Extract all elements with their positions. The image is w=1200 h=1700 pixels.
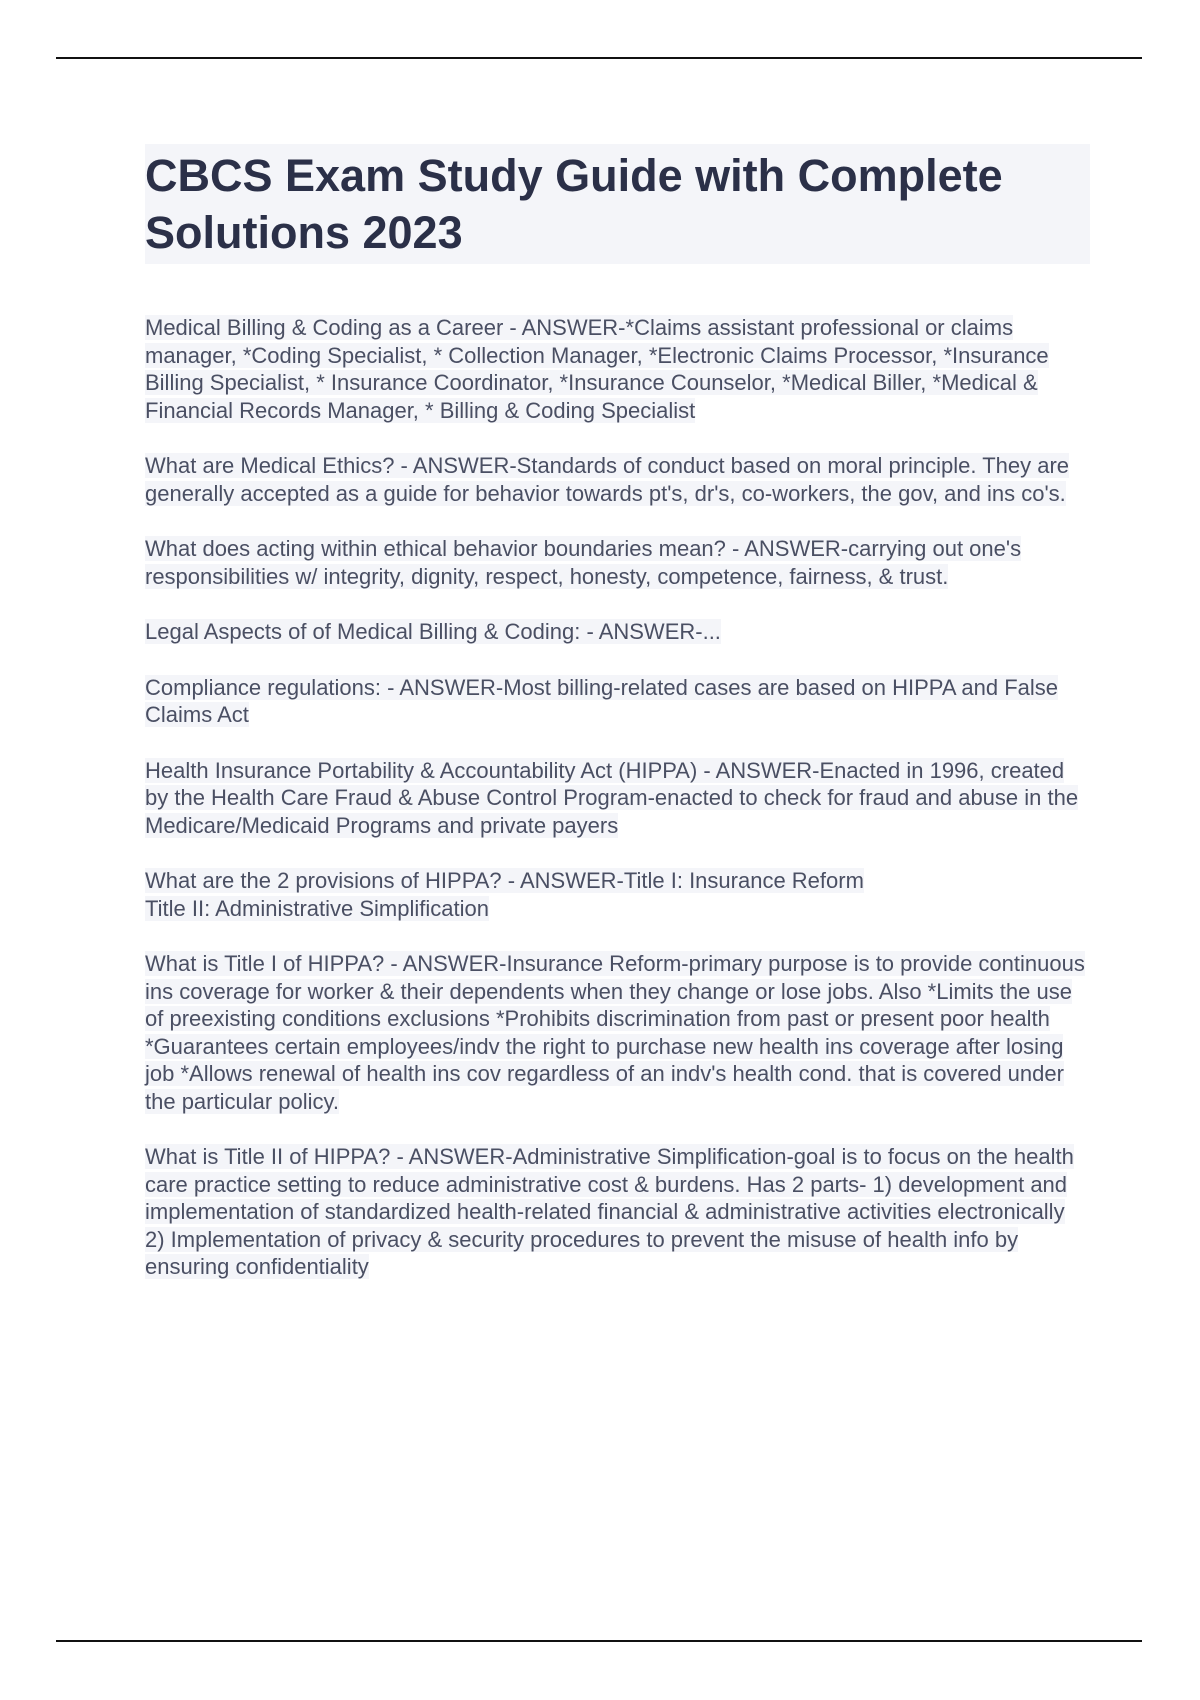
qa-entry: [145, 757, 1090, 840]
qa-entry-text: What is Title I of HIPPA? - ANSWER-Insurance Reform-primary purpose is to provide continuous ins coverage for worker & their dependents when they change or lose jobs. Also *Limits the use of preexisting conditions exclusions *Prohibits discrimination from past or present poor health *Guarantees certain employees/indv the right to purchase new health ins coverage after losing job *Allows renewal of health ins cov regardless of an indv's health cond. that is covered under the particular policy.: [145, 951, 1085, 1114]
document-title: CBCS Exam Study Guide with Complete Solutions 2023: [145, 150, 1003, 258]
qa-entry-text: What are Medical Ethics? - ANSWER-Standards of conduct based on moral principle. They are generally accepted as a guide for behavior towards pt's, dr's, co-workers, the gov, and ins co's.: [145, 453, 1070, 506]
title-block: [145, 144, 1090, 264]
qa-entry-text: Health Insurance Portability & Accountability Act (HIPPA) - ANSWER-Enacted in 1996, created by the Health Care Fraud & Abuse Control Program-enacted to check for fraud and abuse in the Medicare/Medicaid Programs and private payers: [145, 757, 1079, 838]
qa-entry: [145, 314, 1090, 424]
qa-entry: [145, 1143, 1090, 1281]
qa-entry: [145, 950, 1090, 1115]
qa-entry: [145, 674, 1090, 729]
qa-entry-text: What are the 2 provisions of HIPPA? - ANSWER-Title I: Insurance Reform Title II: Administrative Simplification: [145, 868, 864, 921]
top-divider: [56, 57, 1142, 59]
qa-entry: [145, 535, 1090, 590]
qa-entry: [145, 452, 1090, 507]
qa-entry: [145, 618, 1090, 646]
qa-entry-text: Medical Billing & Coding as a Career - ANSWER-*Claims assistant professional or claims manager, *Coding Specialist, * Collection Manager, *Electronic Claims Processor, *Insurance Billing Specialist, * Insurance Coordinator, *Insurance Counselor, *Medical Biller, *Medical & Financial Records Manager, * Billing & Coding Specialist: [145, 315, 1049, 423]
qa-entry-text: Compliance regulations: - ANSWER-Most billing-related cases are based on HIPPA and False Claims Act: [145, 674, 1059, 727]
qa-entry: [145, 867, 1090, 922]
qa-entry-text: What is Title II of HIPPA? - ANSWER-Administrative Simplification-goal is to focus on the health care practice setting to reduce administrative cost & burdens. Has 2 parts- 1) development and implementation of standardized health-related financial & administrative activities electronically 2) Implementation of privacy & security procedures to prevent the misuse of health info by ensuring confidentiality: [145, 1144, 1074, 1279]
bottom-divider: [56, 1640, 1142, 1642]
qa-entry-text: What does acting within ethical behavior boundaries mean? - ANSWER-carrying out one's responsibilities w/ integrity, dignity, respect, honesty, competence, fairness, & trust.: [145, 536, 1022, 589]
document-body: [145, 144, 1090, 1309]
qa-entry-text: Legal Aspects of of Medical Billing & Coding: - ANSWER-...: [145, 619, 721, 644]
